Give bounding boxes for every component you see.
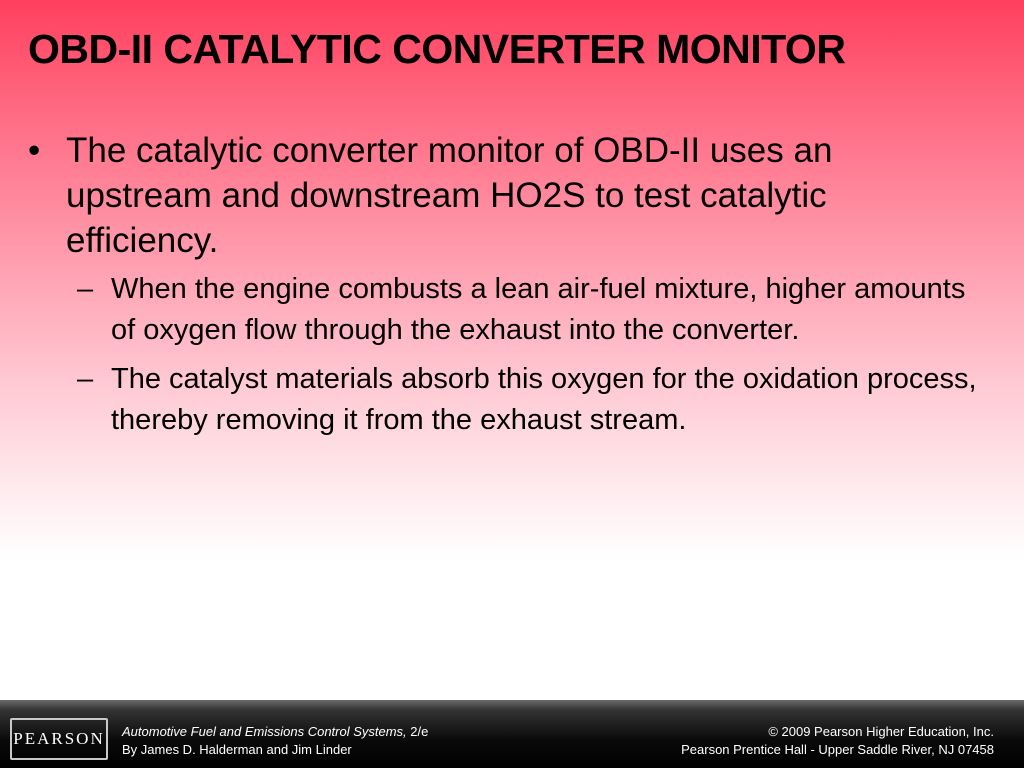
bullet-item <box>28 128 988 441</box>
subbullet-marker: – <box>77 363 94 395</box>
slide-title: OBD-II CATALYTIC CONVERTER MONITOR <box>28 26 846 72</box>
footer-book-info <box>122 723 428 759</box>
subbullet-item <box>66 359 988 441</box>
book-edition: 2/e <box>406 724 429 739</box>
footer-bar <box>0 700 1024 768</box>
publisher-text: Pearson Prentice Hall - Upper Saddle River, NJ 07458 <box>681 742 994 757</box>
bullet-text: The catalytic converter monitor of OBD-II uses an upstream and downstream HO2S to test catalytic efficiency. <box>66 131 833 260</box>
subbullet-text: The catalyst materials absorb this oxygen for the oxidation process, thereby removing it from the exhaust stream. <box>111 363 977 436</box>
copyright-text: © 2009 Pearson Higher Education, Inc. <box>768 724 994 739</box>
subbullet-list <box>66 269 988 441</box>
subbullet-item <box>66 269 988 351</box>
footer-copyright-info <box>681 723 994 759</box>
subbullet-text: When the engine combusts a lean air-fuel mixture, higher amounts of oxygen flow through the exhaust into the converter. <box>111 273 966 346</box>
book-authors: By James D. Halderman and Jim Linder <box>122 742 352 757</box>
bullet-list <box>28 128 988 449</box>
subbullet-marker: – <box>77 273 94 305</box>
book-title: Automotive Fuel and Emissions Control Systems, <box>122 724 407 739</box>
bullet-marker: • <box>28 131 41 170</box>
pearson-logo: PEARSON <box>10 718 108 760</box>
